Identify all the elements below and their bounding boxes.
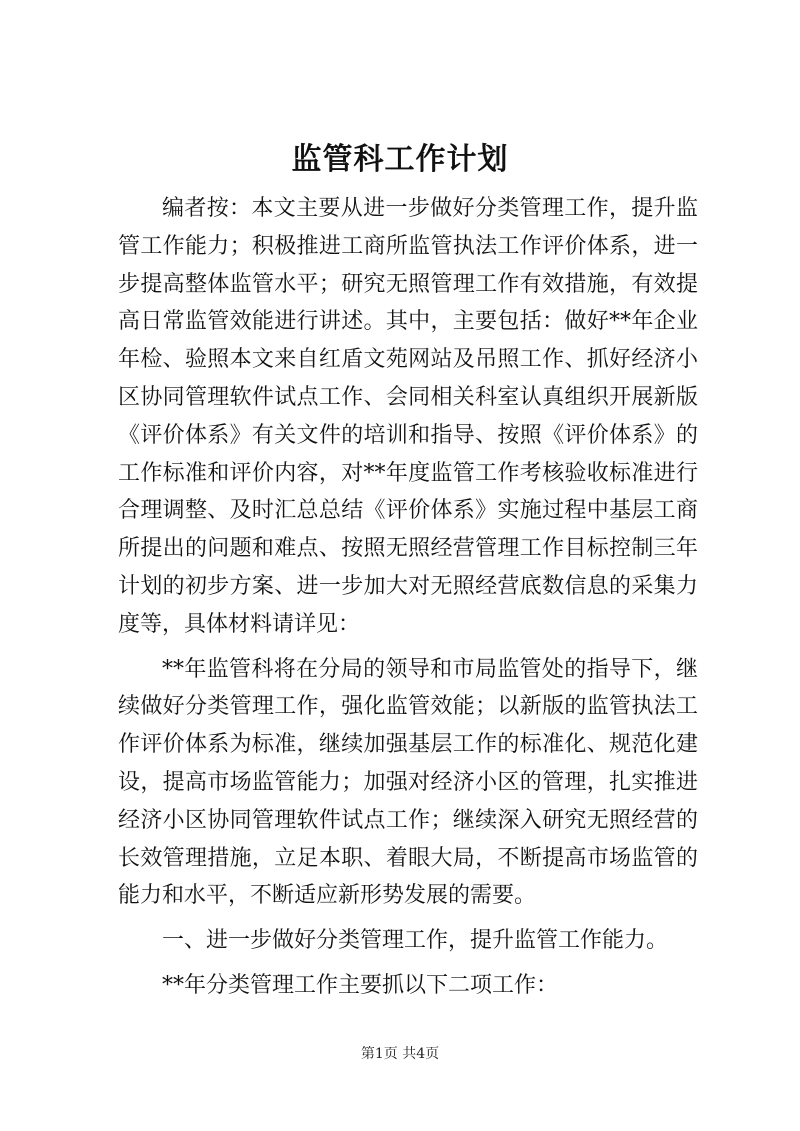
document-body: [118, 190, 698, 1005]
section-intro-paragraph: **年分类管理工作主要抓以下二项工作：: [162, 972, 559, 998]
page-number-footer: 第1页 共4页: [360, 1046, 440, 1062]
editor-note-paragraph: 编者按：本文主要从进一步做好分类管理工作，提升监管工作能力；积极推进工商所监管执法工作评价体系，进一步提高整体监管水平；研究无照管理工作有效措施，有效提高日常监管效能进行讲述。其中，主要包括：做好**年企业年检、验照本文来自红盾文苑网站及吊照工作、抓好经济小区协同管理软件试点工作、会同相关科室认真组织开展新版《评价体系》有关文件的培训和指导、按照《评价体系》的工作标准和评价内容，对**年度监管工作考核验收标准进行合理调整、及时汇总总结《评价体系》实施过程中基层工商所提出的问题和难点、按照无照经营管理工作目标控制三年计划的初步方案、进一步加大对无照经营底数信息的采集力度等，具体材料请详见：: [118, 196, 698, 637]
section-heading-1: 一、进一步做好分类管理工作，提升监管工作能力。: [162, 928, 669, 954]
plan-overview-paragraph: **年监管科将在分局的领导和市局监管处的指导下，继续做好分类管理工作，强化监管效能；以新版的监管执法工作评价体系为标准，继续加强基层工作的标准化、规范化建设，提高市场监管能力；加强对经济小区的管理，扎实推进经济小区协同管理软件试点工作；继续深入研究无照经营的长效管理措施，立足本职、着眼大局，不断提高市场监管的能力和水平，不断适应新形势发展的需要。: [118, 656, 698, 909]
page-title: 监管科工作计划: [291, 142, 509, 177]
